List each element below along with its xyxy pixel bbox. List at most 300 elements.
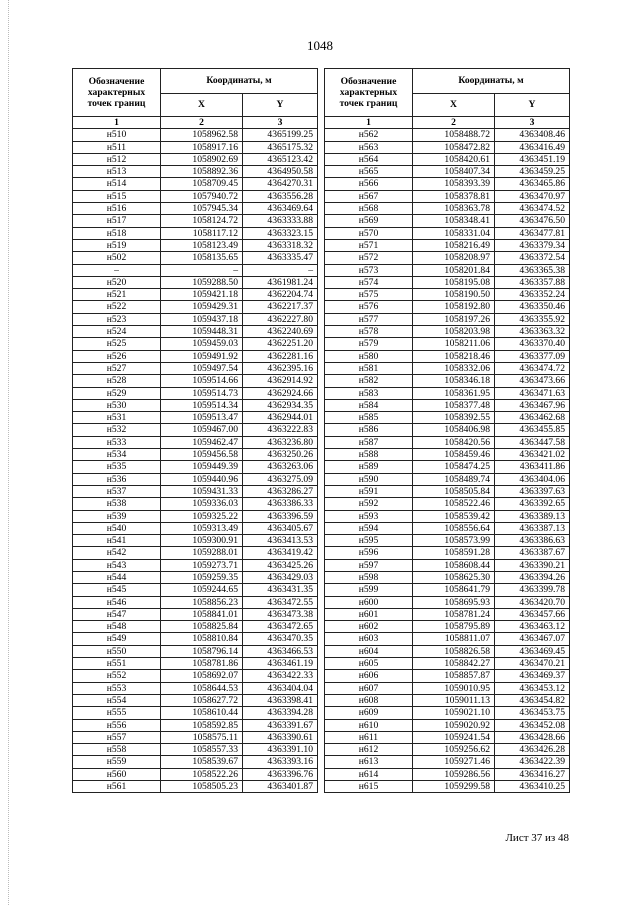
table-row <box>325 252 570 264</box>
x-coordinate: 1058489.74 <box>413 473 495 485</box>
table-row <box>73 362 318 374</box>
table-row <box>73 301 318 313</box>
x-coordinate: 1058608.44 <box>413 559 495 571</box>
x-coordinate: 1057945.34 <box>161 203 243 215</box>
table-row <box>73 485 318 497</box>
table-row <box>73 412 318 424</box>
x-coordinate: 1058348.41 <box>413 215 495 227</box>
table-row <box>325 670 570 682</box>
table-row <box>325 510 570 522</box>
points-header: Обозначение характерных точек границ <box>73 69 161 117</box>
point-id: н590 <box>325 473 413 485</box>
table-row <box>325 731 570 743</box>
x-coordinate: 1058591.28 <box>413 547 495 559</box>
x-coordinate: 1059491.92 <box>161 350 243 362</box>
table-row <box>73 744 318 756</box>
table-row <box>325 313 570 325</box>
table-row <box>325 522 570 534</box>
point-id: н598 <box>325 571 413 583</box>
y-coordinate: 4363410.25 <box>495 781 570 793</box>
point-id: н602 <box>325 621 413 633</box>
table-row <box>73 215 318 227</box>
table-row <box>73 399 318 411</box>
point-id: н579 <box>325 338 413 350</box>
x-coordinate: 1058406.98 <box>413 424 495 436</box>
y-coordinate: 4363411.86 <box>495 461 570 473</box>
sheet-counter: Лист 37 из 48 <box>505 832 569 844</box>
table-row <box>325 399 570 411</box>
table-row <box>325 215 570 227</box>
x-coordinate: 1058962.58 <box>161 129 243 141</box>
table-row <box>325 707 570 719</box>
point-id: н578 <box>325 326 413 338</box>
x-coordinate: 1059010.95 <box>413 682 495 694</box>
x-coordinate: 1059021.10 <box>413 707 495 719</box>
y-coordinate: 4363399.78 <box>495 584 570 596</box>
x-coordinate: 1058857.87 <box>413 670 495 682</box>
point-id: н554 <box>73 694 161 706</box>
table-row <box>325 178 570 190</box>
point-id: н593 <box>325 510 413 522</box>
point-id: н565 <box>325 166 413 178</box>
point-id: н615 <box>325 781 413 793</box>
x-coordinate: 1058203.98 <box>413 326 495 338</box>
y-coordinate: 4363474.52 <box>495 203 570 215</box>
y-coordinate: 4363396.76 <box>243 768 318 780</box>
table-row <box>325 338 570 350</box>
x-coordinate: 1058197.26 <box>413 313 495 325</box>
x-coordinate: 1058841.01 <box>161 608 243 620</box>
table-row <box>325 658 570 670</box>
y-coordinate: 4365199.25 <box>243 129 318 141</box>
x-coordinate: 1058331.04 <box>413 227 495 239</box>
y-coordinate: 4363392.65 <box>495 498 570 510</box>
x-coordinate: 1059241.54 <box>413 731 495 743</box>
y-coordinate: 4363428.66 <box>495 731 570 743</box>
point-id: н585 <box>325 412 413 424</box>
y-coordinate: 4363398.41 <box>243 694 318 706</box>
point-id: н529 <box>73 387 161 399</box>
x-coordinate: 1058641.79 <box>413 584 495 596</box>
point-id: н537 <box>73 485 161 497</box>
x-header: X <box>161 94 243 117</box>
x-coordinate: 1059429.31 <box>161 301 243 313</box>
y-coordinate: 4363370.40 <box>495 338 570 350</box>
table-row <box>325 461 570 473</box>
table-row <box>325 141 570 153</box>
x-coordinate: 1058505.84 <box>413 485 495 497</box>
table-row <box>325 485 570 497</box>
x-coordinate: 1058781.24 <box>413 608 495 620</box>
table-row <box>325 621 570 633</box>
table-row <box>73 276 318 288</box>
x-coordinate: 1058192.80 <box>413 301 495 313</box>
table-row <box>73 731 318 743</box>
y-coordinate: 4362217.37 <box>243 301 318 313</box>
point-id: н606 <box>325 670 413 682</box>
y-coordinate: 4363556.28 <box>243 190 318 202</box>
table-row <box>73 387 318 399</box>
coords-header: Координаты, м <box>413 69 570 94</box>
y-coordinate: 4363335.47 <box>243 252 318 264</box>
x-coordinate: 1058407.34 <box>413 166 495 178</box>
point-id: н560 <box>73 768 161 780</box>
table-row <box>325 387 570 399</box>
point-id: н532 <box>73 424 161 436</box>
x-coordinate: 1058825.84 <box>161 621 243 633</box>
point-id: н515 <box>73 190 161 202</box>
x-coordinate: 1058522.26 <box>161 768 243 780</box>
point-id: н568 <box>325 203 413 215</box>
point-id: н538 <box>73 498 161 510</box>
y-coordinate: 4365175.32 <box>243 141 318 153</box>
x-coordinate: 1058393.39 <box>413 178 495 190</box>
y-coordinate: 4363463.12 <box>495 621 570 633</box>
table-row <box>73 571 318 583</box>
table-row <box>325 608 570 620</box>
coordinates-table-left <box>72 68 318 793</box>
x-coordinate: 1059448.31 <box>161 326 243 338</box>
points-header: Обозначение характерных точек границ <box>325 69 413 117</box>
x-coordinate: 1058332.06 <box>413 362 495 374</box>
y-coordinate: 4363286.27 <box>243 485 318 497</box>
table-row <box>325 326 570 338</box>
table-row <box>73 633 318 645</box>
x-coordinate: 1058810.84 <box>161 633 243 645</box>
x-coordinate: 1059437.18 <box>161 313 243 325</box>
table-row <box>325 559 570 571</box>
point-id: н552 <box>73 670 161 682</box>
point-id: н584 <box>325 399 413 411</box>
y-coordinate: 4362204.74 <box>243 289 318 301</box>
point-id: н566 <box>325 178 413 190</box>
x-coordinate: 1058378.81 <box>413 190 495 202</box>
y-coordinate: 4363470.97 <box>495 190 570 202</box>
point-id: н511 <box>73 141 161 153</box>
point-id: н596 <box>325 547 413 559</box>
y-coordinate: 4363323.15 <box>243 227 318 239</box>
y-coordinate: 4363357.88 <box>495 276 570 288</box>
point-id: н525 <box>73 338 161 350</box>
x-coordinate: 1059514.66 <box>161 375 243 387</box>
x-coordinate: 1059288.50 <box>161 276 243 288</box>
point-id: н561 <box>73 781 161 793</box>
y-coordinate: 4363472.65 <box>243 621 318 633</box>
point-id: н523 <box>73 313 161 325</box>
y-coordinate: 4363389.13 <box>495 510 570 522</box>
y-header: Y <box>243 94 318 117</box>
y-coordinate: 4363387.13 <box>495 522 570 534</box>
point-id: н555 <box>73 707 161 719</box>
y-coordinate: 4363422.33 <box>243 670 318 682</box>
x-coordinate: 1058842.27 <box>413 658 495 670</box>
point-id: н612 <box>325 744 413 756</box>
table-row <box>73 313 318 325</box>
x-coordinate: 1059497.54 <box>161 362 243 374</box>
x-coordinate: 1059259.35 <box>161 571 243 583</box>
point-id: н594 <box>325 522 413 534</box>
table-row <box>325 473 570 485</box>
point-id: – <box>73 264 161 276</box>
point-id: н502 <box>73 252 161 264</box>
point-id: н534 <box>73 449 161 461</box>
table-row <box>73 239 318 251</box>
table-row <box>73 522 318 534</box>
y-coordinate: 4363393.16 <box>243 756 318 768</box>
y-coordinate: 4365123.42 <box>243 153 318 165</box>
x-coordinate: 1058346.18 <box>413 375 495 387</box>
point-id: н558 <box>73 744 161 756</box>
table-row <box>325 756 570 768</box>
table-row <box>325 584 570 596</box>
y-coordinate: 4362240.69 <box>243 326 318 338</box>
y-coordinate: 4363401.87 <box>243 781 318 793</box>
y-coordinate: 4362395.16 <box>243 362 318 374</box>
x-coordinate: 1058592.85 <box>161 719 243 731</box>
point-id: н512 <box>73 153 161 165</box>
y-coordinate: 4363447.58 <box>495 436 570 448</box>
table-row <box>325 264 570 276</box>
x-coordinate: 1058505.23 <box>161 781 243 793</box>
point-id: н510 <box>73 129 161 141</box>
point-id: н589 <box>325 461 413 473</box>
y-coordinate: 4363476.50 <box>495 215 570 227</box>
table-row <box>73 510 318 522</box>
x-coordinate: 1059459.03 <box>161 338 243 350</box>
point-id: н517 <box>73 215 161 227</box>
col-number: 2 <box>161 117 243 129</box>
point-id: н613 <box>325 756 413 768</box>
table-row <box>73 596 318 608</box>
x-coordinate: 1058573.99 <box>413 535 495 547</box>
table-row <box>73 658 318 670</box>
x-coordinate: 1058625.30 <box>413 571 495 583</box>
y-coordinate: 4363473.66 <box>495 375 570 387</box>
y-coordinate: 4363222.83 <box>243 424 318 436</box>
table-row <box>325 449 570 461</box>
point-id: н588 <box>325 449 413 461</box>
table-row <box>325 227 570 239</box>
point-id: н513 <box>73 166 161 178</box>
point-id: н542 <box>73 547 161 559</box>
point-id: н575 <box>325 289 413 301</box>
y-coordinate: 4363236.80 <box>243 436 318 448</box>
y-coordinate: 4363420.70 <box>495 596 570 608</box>
point-id: н607 <box>325 682 413 694</box>
point-id: н528 <box>73 375 161 387</box>
x-coordinate: 1059513.47 <box>161 412 243 424</box>
x-coordinate: 1059325.22 <box>161 510 243 522</box>
point-id: н536 <box>73 473 161 485</box>
y-coordinate: 4363390.61 <box>243 731 318 743</box>
x-coordinate: 1058474.25 <box>413 461 495 473</box>
point-id: н591 <box>325 485 413 497</box>
point-id: н583 <box>325 387 413 399</box>
y-coordinate: 4363405.67 <box>243 522 318 534</box>
y-coordinate: 4363365.38 <box>495 264 570 276</box>
point-id: н587 <box>325 436 413 448</box>
y-coordinate: 4363431.35 <box>243 584 318 596</box>
table-row <box>73 498 318 510</box>
point-id: н580 <box>325 350 413 362</box>
x-coordinate: – <box>161 264 243 276</box>
point-id: н608 <box>325 694 413 706</box>
table-row <box>325 498 570 510</box>
y-coordinate: 4363397.63 <box>495 485 570 497</box>
point-id: н600 <box>325 596 413 608</box>
y-coordinate: 4363459.25 <box>495 166 570 178</box>
table-row <box>325 719 570 731</box>
y-coordinate: 4363386.33 <box>243 498 318 510</box>
table-row <box>325 768 570 780</box>
y-coordinate: – <box>243 264 318 276</box>
point-id: н570 <box>325 227 413 239</box>
table-row <box>325 535 570 547</box>
x-coordinate: 1059299.58 <box>413 781 495 793</box>
y-coordinate: 4363372.54 <box>495 252 570 264</box>
x-header: X <box>413 94 495 117</box>
y-coordinate: 4363474.72 <box>495 362 570 374</box>
point-id: н548 <box>73 621 161 633</box>
table-row <box>73 375 318 387</box>
point-id: н605 <box>325 658 413 670</box>
y-coordinate: 4363263.06 <box>243 461 318 473</box>
y-coordinate: 4363452.08 <box>495 719 570 731</box>
table-row <box>73 449 318 461</box>
point-id: н567 <box>325 190 413 202</box>
table-row <box>73 153 318 165</box>
y-coordinate: 4363469.37 <box>495 670 570 682</box>
table-row <box>73 436 318 448</box>
table-row <box>73 166 318 178</box>
y-coordinate: 4363453.12 <box>495 682 570 694</box>
table-row <box>73 141 318 153</box>
table-row <box>73 350 318 362</box>
y-coordinate: 4362944.01 <box>243 412 318 424</box>
table-row <box>325 694 570 706</box>
x-coordinate: 1059288.01 <box>161 547 243 559</box>
y-coordinate: 4364270.31 <box>243 178 318 190</box>
table-row <box>73 473 318 485</box>
x-coordinate: 1058420.56 <box>413 436 495 448</box>
point-id: н582 <box>325 375 413 387</box>
x-coordinate: 1058135.65 <box>161 252 243 264</box>
y-coordinate: 4363386.63 <box>495 535 570 547</box>
y-coordinate: 4363391.67 <box>243 719 318 731</box>
y-coordinate: 4363333.88 <box>243 215 318 227</box>
x-coordinate: 1058539.67 <box>161 756 243 768</box>
x-coordinate: 1058556.64 <box>413 522 495 534</box>
x-coordinate: 1058917.16 <box>161 141 243 153</box>
table-row <box>73 252 318 264</box>
table-row <box>325 350 570 362</box>
y-coordinate: 4363404.04 <box>243 682 318 694</box>
y-coordinate: 4363390.21 <box>495 559 570 571</box>
table-row <box>325 645 570 657</box>
x-coordinate: 1058610.44 <box>161 707 243 719</box>
point-id: н524 <box>73 326 161 338</box>
x-coordinate: 1059313.49 <box>161 522 243 534</box>
point-id: н522 <box>73 301 161 313</box>
y-coordinate: 4363352.24 <box>495 289 570 301</box>
point-id: н516 <box>73 203 161 215</box>
point-id: н564 <box>325 153 413 165</box>
x-coordinate: 1059449.39 <box>161 461 243 473</box>
x-coordinate: 1058709.45 <box>161 178 243 190</box>
point-id: н614 <box>325 768 413 780</box>
y-coordinate: 4361981.24 <box>243 276 318 288</box>
x-coordinate: 1058575.11 <box>161 731 243 743</box>
y-coordinate: 4363377.09 <box>495 350 570 362</box>
x-coordinate: 1059462.47 <box>161 436 243 448</box>
point-id: н569 <box>325 215 413 227</box>
col-number: 3 <box>495 117 570 129</box>
point-id: н518 <box>73 227 161 239</box>
point-id: н603 <box>325 633 413 645</box>
y-coordinate: 4363350.46 <box>495 301 570 313</box>
x-coordinate: 1058781.86 <box>161 658 243 670</box>
x-coordinate: 1058892.36 <box>161 166 243 178</box>
point-id: н599 <box>325 584 413 596</box>
point-id: н609 <box>325 707 413 719</box>
table-row <box>73 768 318 780</box>
y-coordinate: 4363396.59 <box>243 510 318 522</box>
table-row <box>325 596 570 608</box>
point-id: н533 <box>73 436 161 448</box>
x-coordinate: 1058216.49 <box>413 239 495 251</box>
table-row <box>325 276 570 288</box>
point-id: н611 <box>325 731 413 743</box>
point-id: н519 <box>73 239 161 251</box>
table-row <box>325 412 570 424</box>
x-coordinate: 1058363.78 <box>413 203 495 215</box>
table-row <box>325 633 570 645</box>
x-coordinate: 1059273.71 <box>161 559 243 571</box>
y-coordinate: 4364950.58 <box>243 166 318 178</box>
x-coordinate: 1059244.65 <box>161 584 243 596</box>
table-row <box>73 645 318 657</box>
table-row <box>73 781 318 793</box>
y-coordinate: 4363453.75 <box>495 707 570 719</box>
col-number: 2 <box>413 117 495 129</box>
y-coordinate: 4363379.34 <box>495 239 570 251</box>
table-row <box>325 375 570 387</box>
point-id: н571 <box>325 239 413 251</box>
table-row <box>325 190 570 202</box>
x-coordinate: 1058195.08 <box>413 276 495 288</box>
x-coordinate: 1059431.33 <box>161 485 243 497</box>
point-id: н543 <box>73 559 161 571</box>
y-coordinate: 4363318.32 <box>243 239 318 251</box>
y-coordinate: 4363421.02 <box>495 449 570 461</box>
y-coordinate: 4363466.53 <box>243 645 318 657</box>
x-coordinate: 1058124.72 <box>161 215 243 227</box>
y-coordinate: 4363394.28 <box>243 707 318 719</box>
y-coordinate: 4362934.35 <box>243 399 318 411</box>
y-coordinate: 4363469.64 <box>243 203 318 215</box>
table-row <box>73 608 318 620</box>
x-coordinate: 1058811.07 <box>413 633 495 645</box>
point-id: н549 <box>73 633 161 645</box>
y-coordinate: 4363454.82 <box>495 694 570 706</box>
x-coordinate: 1058695.93 <box>413 596 495 608</box>
x-coordinate: 1058361.95 <box>413 387 495 399</box>
x-coordinate: 1059300.91 <box>161 535 243 547</box>
point-id: н610 <box>325 719 413 731</box>
point-id: н539 <box>73 510 161 522</box>
x-coordinate: 1058826.58 <box>413 645 495 657</box>
table-row <box>325 547 570 559</box>
